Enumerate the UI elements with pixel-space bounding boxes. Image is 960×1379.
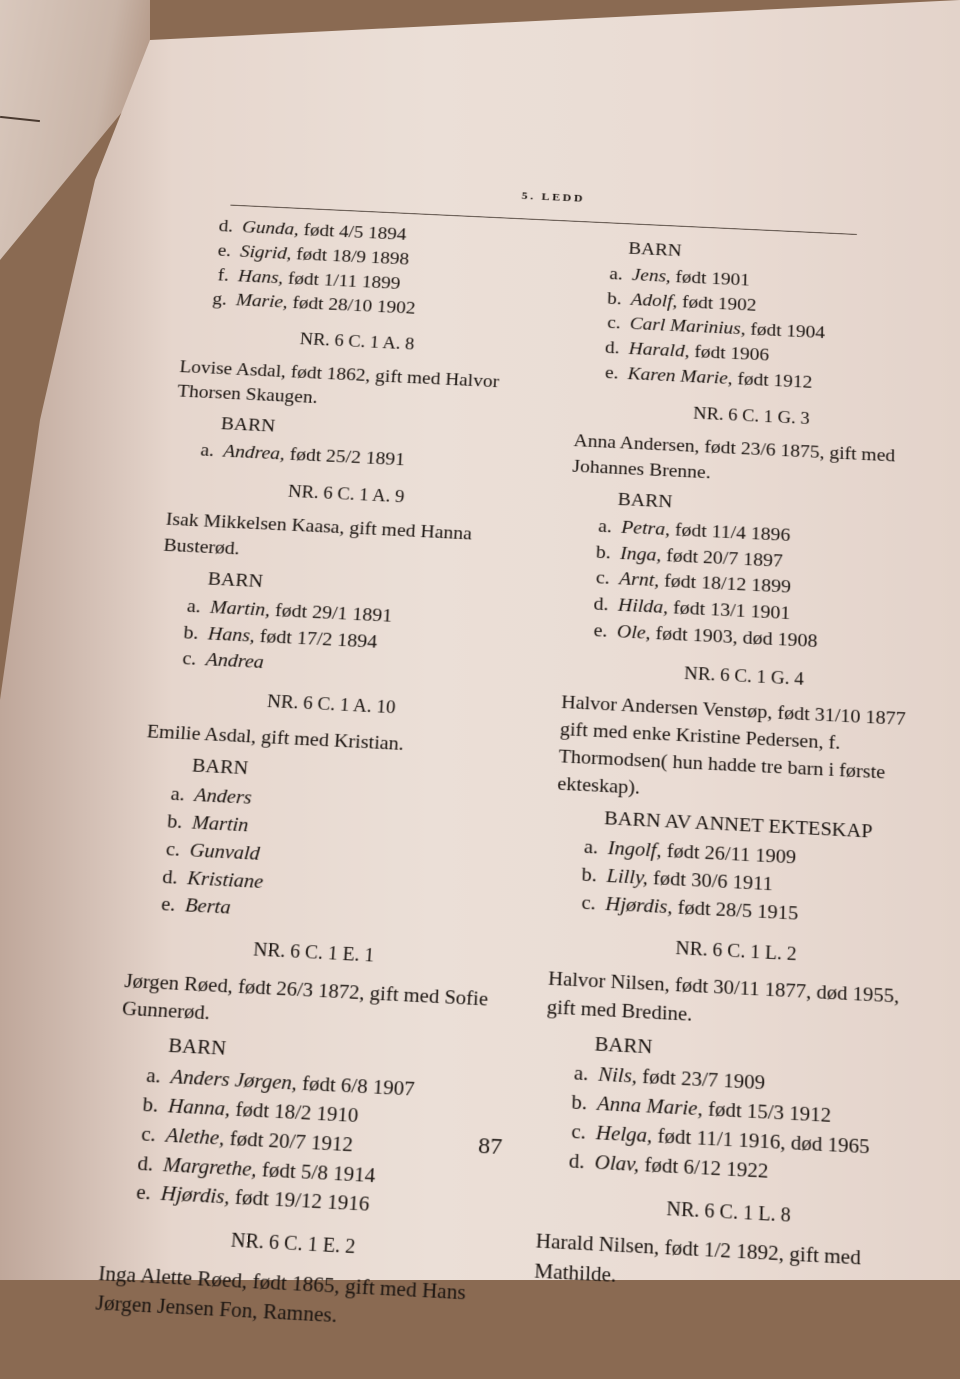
entry-text: Lovise Asdal, født 1862, gift med Halvor Thorsen Skaugen. xyxy=(176,355,500,408)
barn-heading: BARN xyxy=(191,754,249,780)
child-details: født 18/12 1899 xyxy=(658,569,792,598)
child-name: Hjørdis, xyxy=(159,1181,231,1209)
left-top-children xyxy=(185,213,538,327)
child-details: født 5/8 1914 xyxy=(255,1156,376,1187)
child-details: født 11/4 1896 xyxy=(669,518,791,546)
child-name: Jens, xyxy=(631,264,672,286)
child-name: Hilda, xyxy=(617,594,669,618)
entry-number: NR. 6 C. 1 G. 3 xyxy=(692,404,810,429)
child-name: Martin xyxy=(191,811,250,836)
child-letter: c. xyxy=(606,312,622,333)
entry-text: Isak Mikkelsen Kaasa, gift med Hanna Busterød. xyxy=(162,508,473,559)
child-name-wrap xyxy=(205,647,265,676)
child-letter: a. xyxy=(199,439,215,461)
child-letter: a. xyxy=(169,782,186,806)
child-details: født 19/12 1916 xyxy=(228,1184,371,1217)
child-letter: b. xyxy=(182,620,200,643)
child-letter: f. xyxy=(217,264,230,285)
child-letter: d. xyxy=(604,337,621,358)
child-letter: d. xyxy=(593,592,610,615)
child-details: født 20/7 1912 xyxy=(223,1125,354,1156)
child-letter: c. xyxy=(581,890,597,914)
child-name-wrap xyxy=(189,837,261,868)
child-letter: e. xyxy=(604,362,619,383)
barn-heading: BARN xyxy=(220,413,276,437)
child-letter: c. xyxy=(570,1119,587,1144)
child-letter: a. xyxy=(597,514,613,537)
child-letter: a. xyxy=(145,1063,162,1088)
entry-number: NR. 6 C. 1 L. 2 xyxy=(675,937,797,965)
child-details: født 18/2 1910 xyxy=(229,1096,360,1127)
child-letter: b. xyxy=(570,1090,588,1115)
child-details: født 1903, død 1908 xyxy=(650,622,818,652)
child-name: Harald, xyxy=(628,338,690,362)
child-details: født 29/1 1891 xyxy=(269,598,393,626)
genealogy-entry xyxy=(564,396,928,660)
entry-text: Halvor Andersen Venstøp, født 31/10 1877 gift med enke Kristine Pedersen, f. Thormodsen( hun hadde tre barn i første ekteskap). xyxy=(556,690,906,798)
child-details: født 28/5 1915 xyxy=(672,895,799,925)
child-letter: e. xyxy=(217,239,232,261)
running-head: 5. LEDD xyxy=(521,189,586,205)
child-details: født 6/8 1907 xyxy=(296,1071,416,1101)
entry-number: NR. 6 C. 1 A. 8 xyxy=(299,330,415,354)
child-name: Margrethe, xyxy=(162,1151,258,1181)
child-letter: c. xyxy=(595,566,611,589)
child-letter: g. xyxy=(211,288,228,310)
child-details: født 28/10 1902 xyxy=(287,292,417,319)
child-name: Hanna, xyxy=(167,1093,232,1121)
child-name: Nils, xyxy=(597,1062,638,1088)
child-name: Berta xyxy=(184,893,232,919)
child-details: født 11/1 1916, død 1965 xyxy=(651,1123,870,1159)
child-name: Ingolf, xyxy=(607,836,662,862)
child-name: Hjørdis, xyxy=(605,892,673,918)
child-details: født 13/1 1901 xyxy=(667,596,791,624)
child-details: født 1904 xyxy=(745,318,826,343)
child-name: Hans, xyxy=(207,622,256,646)
child-letter: d. xyxy=(218,215,235,236)
child-name: Karen Marie, xyxy=(627,363,733,389)
child-name: Gunvald xyxy=(188,838,261,865)
genealogy-entry xyxy=(152,474,524,689)
child-name: Martin, xyxy=(209,595,272,620)
child-details: født 17/2 1894 xyxy=(254,624,378,652)
child-name: Andrea, xyxy=(222,440,286,464)
child-details: født 1912 xyxy=(732,368,813,393)
genealogy-entry xyxy=(130,683,513,936)
child-name: Gunda, xyxy=(241,216,300,239)
genealogy-entry xyxy=(171,322,532,479)
child-name: Anders Jørgen, xyxy=(169,1064,298,1095)
child-name: Olav, xyxy=(594,1149,640,1176)
child-letter: e. xyxy=(593,619,608,642)
child-name: Petra, xyxy=(620,516,671,540)
child-details: født 26/11 1909 xyxy=(661,839,797,869)
entry-number: NR. 6 C. 1 A. 10 xyxy=(266,691,397,718)
child-letter: e. xyxy=(135,1180,152,1205)
child-details: født 23/7 1909 xyxy=(636,1064,766,1095)
child-name: Anders xyxy=(193,783,253,809)
child-details: født 1906 xyxy=(689,341,770,365)
entry-number: NR. 6 C. 1 G. 4 xyxy=(683,663,805,690)
child-letter: b. xyxy=(606,287,623,309)
entry-number: NR. 6 C. 1 E. 1 xyxy=(252,939,375,967)
page-number: 87 xyxy=(477,1133,503,1160)
child-details: født 4/5 1894 xyxy=(298,219,408,244)
barn-heading: BARN xyxy=(594,1031,653,1058)
child-name: Ole, xyxy=(616,620,652,644)
barn-heading: BARN AV ANNET EKTESKAP xyxy=(603,807,873,843)
genealogy-entry xyxy=(534,1188,920,1306)
child-letter: a. xyxy=(186,594,202,617)
child-letter: b. xyxy=(581,862,598,887)
child-name: Arnt, xyxy=(618,567,660,591)
child-name-wrap xyxy=(184,892,232,922)
child-details: født 30/6 1911 xyxy=(647,866,774,895)
child-letter: b. xyxy=(166,809,184,833)
child-letter: d. xyxy=(136,1150,155,1176)
entry-text: Anna Andersen, født 23/6 1875, gift med Johannes Brenne. xyxy=(571,430,896,483)
page-content xyxy=(0,112,960,1328)
child-name: Anna Marie, xyxy=(596,1091,704,1121)
entry-text: Jørgen Røed, født 26/3 1872, gift med Sofie Gunnerød. xyxy=(121,968,489,1025)
child-name: Andrea xyxy=(204,648,265,673)
child-letter: d. xyxy=(161,864,179,889)
entry-text: Emilie Asdal, gift med Kristian. xyxy=(146,719,405,755)
child-details: født 25/2 1891 xyxy=(284,443,406,470)
child-name: Alethe, xyxy=(164,1122,226,1150)
child-details: født 6/12 1922 xyxy=(638,1152,769,1183)
child-details: født 1901 xyxy=(670,266,751,290)
child-name: Kristiane xyxy=(186,866,265,893)
child-letter: d. xyxy=(568,1148,586,1174)
entry-number: NR. 6 C. 1 A. 9 xyxy=(287,481,405,507)
barn-heading: BARN xyxy=(628,238,682,261)
child-name: Inga, xyxy=(619,541,662,565)
genealogy-entry xyxy=(551,655,925,934)
child-letter: a. xyxy=(573,1061,589,1086)
barn-heading: BARN xyxy=(167,1033,227,1060)
child-details: født 1902 xyxy=(676,291,757,315)
child-name-wrap xyxy=(193,782,253,812)
child-name-wrap xyxy=(191,809,250,839)
child-name: Carl Marinius, xyxy=(629,313,746,339)
child-details: født 1/11 1899 xyxy=(282,267,402,293)
genealogy-entry xyxy=(104,930,503,1225)
child-name-wrap xyxy=(186,864,264,896)
entry-text: Halvor Nilsen, født 30/11 1877, død 1955, gift med Bredine. xyxy=(546,966,900,1026)
child-name: Marie, xyxy=(235,289,289,313)
child-name: Sigrid, xyxy=(239,240,293,264)
right-column xyxy=(533,231,930,1321)
child-letter: b. xyxy=(595,540,612,563)
child-name: Adolf, xyxy=(630,288,678,311)
child-letter: e. xyxy=(160,892,177,916)
entry-text: Harald Nilsen, født 1/2 1892, gift med Mathilde. xyxy=(533,1228,861,1287)
entry-text: Inga Alette Røed, født 1865, gift med Hans Jørgen Jensen Fon, Ramnes. xyxy=(94,1260,467,1328)
child-letter: a. xyxy=(608,263,624,284)
child-letter: c. xyxy=(140,1121,157,1146)
child-letter: b. xyxy=(141,1092,160,1117)
barn-heading: BARN xyxy=(617,488,673,512)
child-details: født 15/3 1912 xyxy=(702,1097,832,1128)
right-top-children xyxy=(576,234,929,401)
child-letter: c. xyxy=(181,647,198,670)
child-name: Hans, xyxy=(237,265,285,288)
entry-number: NR. 6 C. 1 L. 8 xyxy=(666,1198,791,1227)
child-details: født 18/9 1898 xyxy=(290,243,410,269)
barn-heading: BARN xyxy=(207,567,264,592)
child-name: Helga, xyxy=(595,1120,653,1148)
entry-number: NR. 6 C. 1 E. 2 xyxy=(230,1229,356,1259)
genealogy-entry xyxy=(539,929,923,1195)
child-letter: a. xyxy=(583,835,599,859)
child-details: født 20/7 1897 xyxy=(660,543,784,571)
child-letter: c. xyxy=(165,837,182,861)
child-name: Lilly, xyxy=(606,864,649,889)
left-column xyxy=(93,213,538,1354)
